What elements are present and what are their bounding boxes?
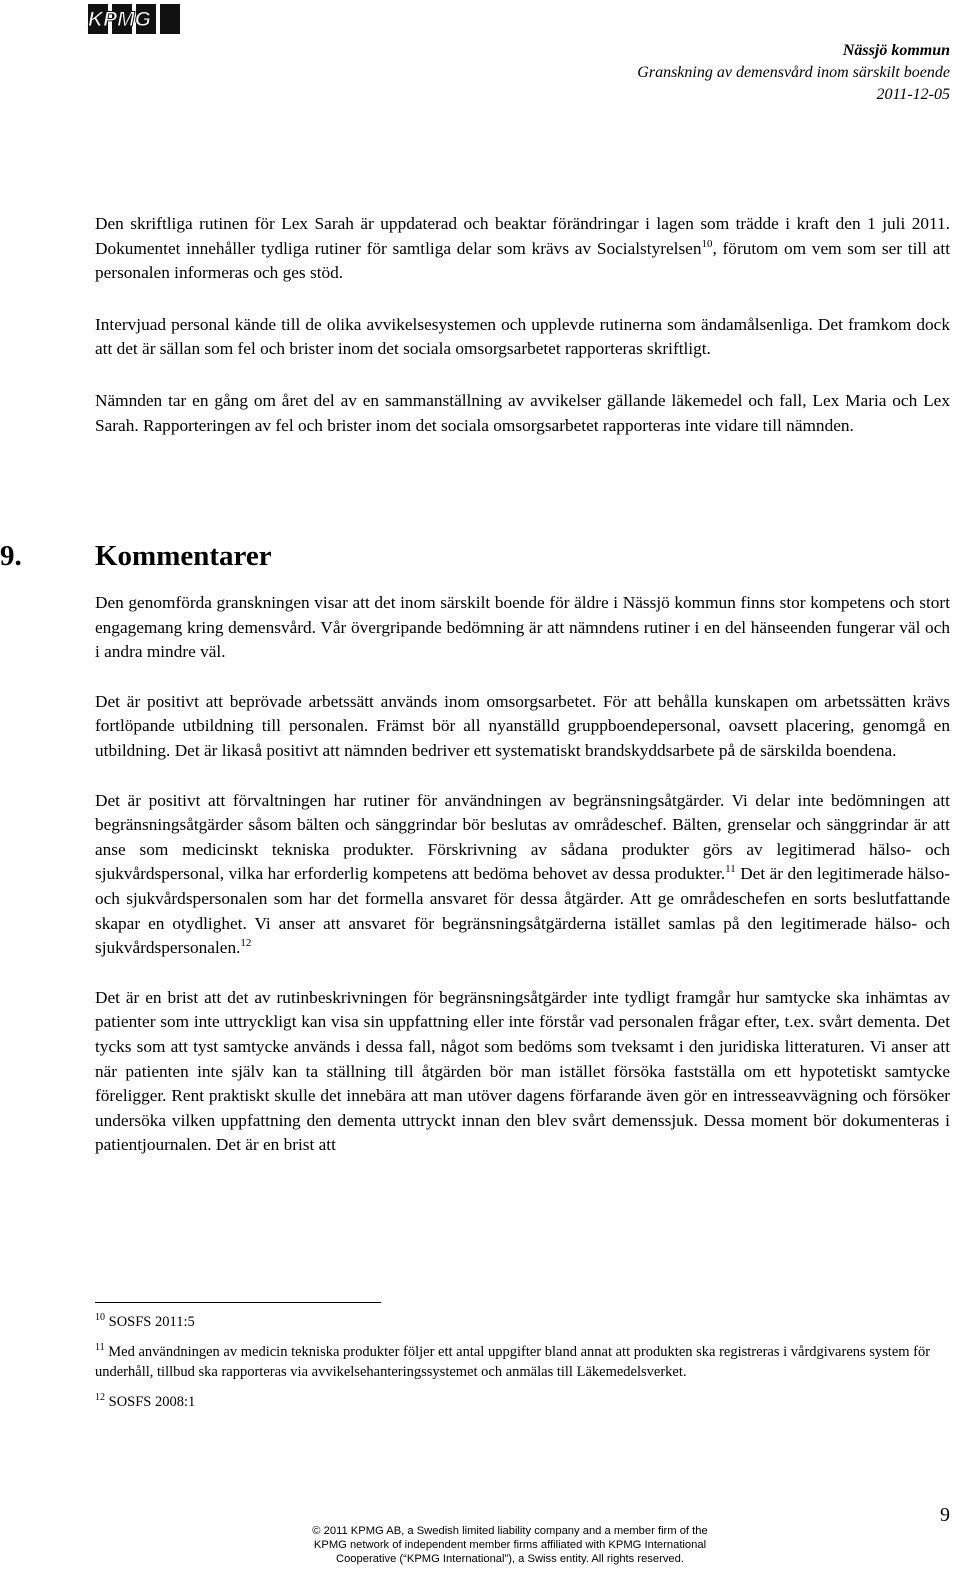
footnote-10 bbox=[95, 1312, 950, 1333]
intro-paragraph-2: Intervjuad personal kände till de olika avvikelsesystemen och upplevde rutinerna som ändamålsenliga. Det framkom dock att det är sällan som fel och brister inom det sociala omsorgsarbetet rapporteras skriftligt. bbox=[95, 314, 950, 359]
footnote-text: Med användningen av medicin tekniska produkter följer ett antal uppgifter bland annat att produkten ska registreras i vårdgivarens system för underhåll, tillbud ska rapporteras via avvikelsehanteringssystemet och anmälas till Läkemedelsverket. bbox=[95, 1343, 931, 1380]
footnote-number: 12 bbox=[95, 1391, 105, 1403]
footnotes bbox=[95, 1312, 950, 1421]
section-p3-text-b: Det är den legitimerade hälso- och sjukvårdspersonalen som har det formella ansvaret för dessa åtgärder. Att ge områdeschefen en sorts beslutfattande skapar en otydlighet. Vi anser att ansvaret för begränsningsåtgärderna istället samlas på den legitimerade hälso- och sjukvårdspersonalen. bbox=[95, 864, 951, 958]
page-header bbox=[637, 40, 950, 106]
header-report-title: Granskning av demensvård inom särskilt boende bbox=[637, 64, 950, 81]
logo-text: KPMG bbox=[88, 8, 151, 31]
footnote-12 bbox=[95, 1392, 950, 1413]
kpmg-logo bbox=[88, 4, 180, 34]
footnote-number: 10 bbox=[95, 1312, 105, 1323]
footnote-ref-10: 10 bbox=[701, 237, 713, 250]
footnote-ref-11: 11 bbox=[725, 863, 736, 876]
section-number: 9. bbox=[0, 540, 22, 572]
footnote-text: SOSFS 2011:5 bbox=[108, 1314, 195, 1330]
section-paragraph-2: Det är positivt att beprövade arbetssätt används inom omsorgsarbetet. För att behålla kunskapen om arbetssätten krävs fortlöpande utbildning till personalen. Främst bör all nyanställd gruppboendepersonal, oavsett placering, genomgå en utbildning. Det är likaså positivt att nämnden bedriver ett systematiskt brandskyddsarbete på de särskilda boendena. bbox=[95, 691, 950, 760]
section-paragraph-3 bbox=[95, 789, 950, 961]
intro-paragraph-3: Nämnden tar en gång om året del av en sammanställning av avvikelser gällande läkemedel och fall, Lex Maria och Lex Sarah. Rapporteringen av fel och brister inom det sociala omsorgsarbetet rapporteras inte vidare till nämnden. bbox=[95, 390, 950, 435]
copyright-line-2: KPMG network of independent member firms affiliated with KPMG International bbox=[313, 1539, 707, 1551]
footnote-divider bbox=[95, 1302, 381, 1303]
header-date: 2011-12-05 bbox=[876, 86, 950, 103]
footnote-number: 11 bbox=[95, 1341, 105, 1353]
section-title: Kommentarer bbox=[95, 540, 272, 572]
footnote-ref-12: 12 bbox=[240, 937, 252, 950]
main-content bbox=[95, 212, 950, 438]
section-p3-text-a: Det är positivt att förvaltningen har rutiner för användningen av begränsningsåtgärder. Vi delar inte bedömningen att begränsningsåtgärder såsom bälten och sänggrindar bör beslutas av områdeschef. Bälten, grenselar och sänggrindar är att anse som medicinskt tekniska produkter. Förskrivning av sådana produkter görs av legitimerad hälso- och sjukvårdspersonal, vilka har erforderlig kompetens att bedöma behovet av dessa produkter. bbox=[95, 790, 950, 884]
intro-paragraph-1 bbox=[95, 212, 950, 286]
footnote-11 bbox=[95, 1342, 950, 1383]
copyright-notice bbox=[290, 1524, 730, 1566]
section-heading bbox=[0, 540, 272, 573]
page-number: 9 bbox=[940, 1504, 950, 1526]
section-body bbox=[95, 591, 950, 1158]
intro-p1-text-b: , förutom om vem som ser till att personalen informeras och ges stöd. bbox=[95, 238, 950, 283]
copyright-line-1: © 2011 KPMG AB, a Swedish limited liability company and a member firm of the bbox=[312, 1525, 708, 1537]
section-paragraph-1: Den genomförda granskningen visar att det inom särskilt boende för äldre i Nässjö kommun finns stor kompetens och stort engagemang kring demensvård. Vår övergripande bedömning är att nämndens rutiner i en del hänseenden fungerar väl och i andra mindre väl. bbox=[95, 593, 950, 662]
footnote-text: SOSFS 2008:1 bbox=[108, 1393, 196, 1410]
header-organization: Nässjö kommun bbox=[842, 42, 950, 59]
copyright-line-3: Cooperative (“KPMG International”), a Swiss entity. All rights reserved. bbox=[336, 1553, 684, 1565]
section-paragraph-4: Det är en brist att det av rutinbeskrivningen för begränsningsåtgärder inte tydligt framgår hur samtycke ska inhämtas av patienter som inte uttryckligt kan visa sin uppfattning eller inte förstår vad personalen frågar efter, t.ex. svårt dementa. Det tycks som att tyst samtycke används i dessa fall, något som bedöms som tveksamt i den juridiska litteraturen. Vi anser att när patienten inte själv kan ta ställning till åtgärden bör man istället försöka fastställa om ett hypotetiskt samtycke föreligger. Rent praktiskt skulle det innebära att man utöver dagens förfarande även gör en intresseavvägning och försöker undersöka vilken uppfattning den dementa uttryckt innan den blev svårt demenssjuk. Dessa moment bör dokumenteras i patientjournalen. Det är en brist att bbox=[95, 987, 950, 1155]
intro-p1-text-a: Den skriftliga rutinen för Lex Sarah är uppdaterad och beaktar förändringar i lagen som trädde i kraft den 1 juli 2011. Dokumentet innehåller tydliga rutiner för samtliga delar som krävs av Socialstyrelsen bbox=[95, 214, 950, 258]
